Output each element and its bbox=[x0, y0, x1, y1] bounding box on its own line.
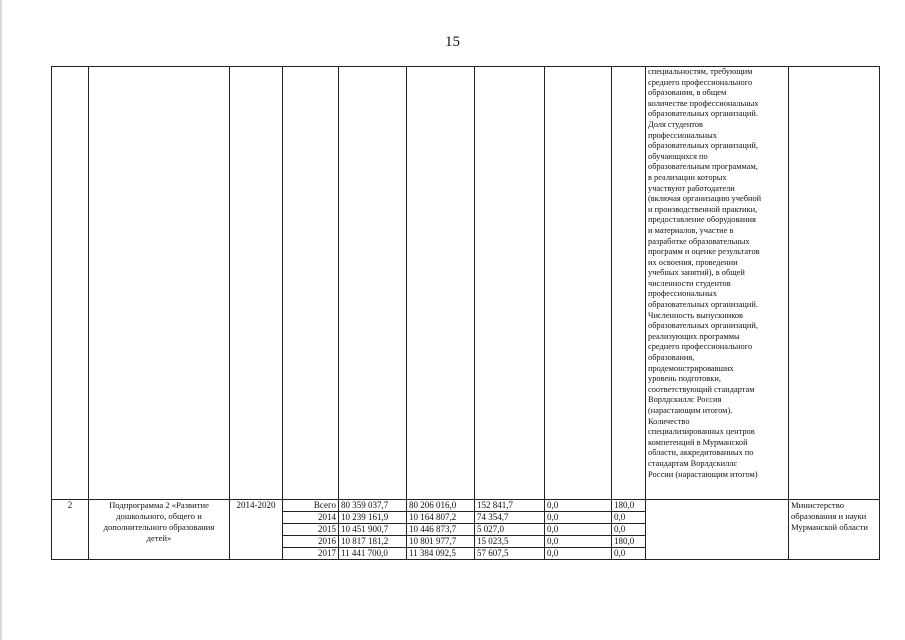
federal-cell: 57 607,5 bbox=[475, 548, 545, 560]
cell-empty bbox=[612, 67, 646, 500]
text-line: программ и оценке результатов bbox=[648, 247, 760, 257]
other-cell: 180,0 bbox=[612, 536, 646, 548]
text-line: участвуют работодатели bbox=[648, 183, 735, 193]
program-period: 2014-2020 bbox=[230, 500, 283, 560]
total-cell: 10 817 181,2 bbox=[339, 536, 407, 548]
cell-empty bbox=[789, 67, 880, 500]
text-line: Численность выпускников bbox=[648, 310, 743, 320]
text-line: реализующих программы bbox=[648, 331, 740, 341]
text-line: образовательных организаций, bbox=[648, 141, 758, 151]
text-line: Доля студентов bbox=[648, 119, 703, 129]
table-row bbox=[52, 500, 880, 512]
indicator-description bbox=[646, 67, 789, 500]
text-line: среднего профессионального bbox=[648, 77, 753, 87]
text-line: специальностям, требующим bbox=[648, 67, 753, 76]
text-line: численности студентов bbox=[648, 278, 731, 288]
text-line: их освоения, проведении bbox=[648, 257, 738, 267]
cell-empty bbox=[646, 500, 789, 560]
federal-cell: 15 023,5 bbox=[475, 536, 545, 548]
text-line: специализированных центров bbox=[648, 427, 755, 437]
federal-cell: 152 841,7 bbox=[475, 500, 545, 512]
other-cell: 180,0 bbox=[612, 500, 646, 512]
cell-empty bbox=[283, 67, 339, 500]
other-cell: 0,0 bbox=[612, 548, 646, 560]
text-line: в реализации которых bbox=[648, 172, 727, 182]
year-cell: 2014 bbox=[283, 512, 339, 524]
cell-empty bbox=[89, 67, 230, 500]
executor: Министерство образования и науки Мурманской области bbox=[789, 500, 880, 560]
total-cell: 11 441 700,0 bbox=[339, 548, 407, 560]
text-line: среднего профессионального bbox=[648, 342, 753, 352]
regional-cell: 10 446 873,7 bbox=[407, 524, 475, 536]
other-cell: 0,0 bbox=[612, 512, 646, 524]
federal-cell: 5 027,0 bbox=[475, 524, 545, 536]
local-cell: 0,0 bbox=[545, 512, 612, 524]
text-line: образовательных организаций, bbox=[648, 321, 758, 331]
scan-edge bbox=[0, 0, 2, 640]
text-line: продемонстрировавших bbox=[648, 363, 734, 373]
text-line: соответствующий стандартам bbox=[648, 384, 755, 394]
text-line: уровень подготовки, bbox=[648, 374, 721, 384]
text-line: разработке образовательных bbox=[648, 236, 750, 246]
regional-cell: 10 801 977,7 bbox=[407, 536, 475, 548]
cell-empty bbox=[339, 67, 407, 500]
year-cell: 2017 bbox=[283, 548, 339, 560]
year-cell: Всего bbox=[283, 500, 339, 512]
text-line: предоставление оборудования bbox=[648, 215, 756, 225]
local-cell: 0,0 bbox=[545, 524, 612, 536]
cell-empty bbox=[52, 67, 89, 500]
continuation-row bbox=[52, 67, 880, 500]
program-name: Подпрограмма 2 «Развитие дошкольного, общего и дополнительного образования детей» bbox=[89, 500, 230, 560]
text-line: и производственной практики, bbox=[648, 204, 758, 214]
regional-cell: 11 384 092,5 bbox=[407, 548, 475, 560]
text-line: образования, bbox=[648, 353, 695, 363]
local-cell: 0,0 bbox=[545, 536, 612, 548]
cell-empty bbox=[545, 67, 612, 500]
federal-cell: 74 354,7 bbox=[475, 512, 545, 524]
text-line: области, аккредитованных по bbox=[648, 448, 754, 458]
program-table bbox=[51, 66, 880, 560]
text-line: и материалов, участие в bbox=[648, 225, 734, 235]
text-line: Ворлдскиллс Россия bbox=[648, 395, 722, 405]
total-cell: 10 451 900,7 bbox=[339, 524, 407, 536]
local-cell: 0,0 bbox=[545, 548, 612, 560]
page-number: 15 bbox=[445, 34, 460, 50]
year-cell: 2015 bbox=[283, 524, 339, 536]
text-line: России (нарастающим итогом) bbox=[648, 469, 758, 479]
text-line: стандартам Ворлдскиллс bbox=[648, 458, 738, 468]
total-cell: 10 239 161,9 bbox=[339, 512, 407, 524]
text-line: образования, в общем bbox=[648, 88, 727, 98]
text-line: обучающихся по bbox=[648, 151, 708, 161]
cell-empty bbox=[475, 67, 545, 500]
regional-cell: 80 206 016,0 bbox=[407, 500, 475, 512]
text-line: образовательных организаций. bbox=[648, 300, 758, 310]
cell-empty bbox=[407, 67, 475, 500]
text-line: (включая организацию учебной bbox=[648, 194, 762, 204]
text-line: (нарастающим итогом). bbox=[648, 406, 733, 415]
other-cell: 0,0 bbox=[612, 524, 646, 536]
text-line: учебных занятий), в общей bbox=[648, 268, 745, 278]
text-line: количестве профессиональных bbox=[648, 98, 759, 108]
text-line: образовательных организаций. bbox=[648, 109, 758, 119]
text-line: профессиональных bbox=[648, 130, 717, 140]
program-index: 2 bbox=[52, 500, 89, 560]
cell-empty bbox=[230, 67, 283, 500]
text-line: Количество bbox=[648, 416, 690, 426]
local-cell: 0,0 bbox=[545, 500, 612, 512]
text-line: образовательным программам, bbox=[648, 162, 758, 172]
regional-cell: 10 164 807,2 bbox=[407, 512, 475, 524]
text-line: профессиональных bbox=[648, 289, 717, 299]
text-line: компетенций в Мурманской bbox=[648, 437, 748, 447]
total-cell: 80 359 037,7 bbox=[339, 500, 407, 512]
year-cell: 2016 bbox=[283, 536, 339, 548]
